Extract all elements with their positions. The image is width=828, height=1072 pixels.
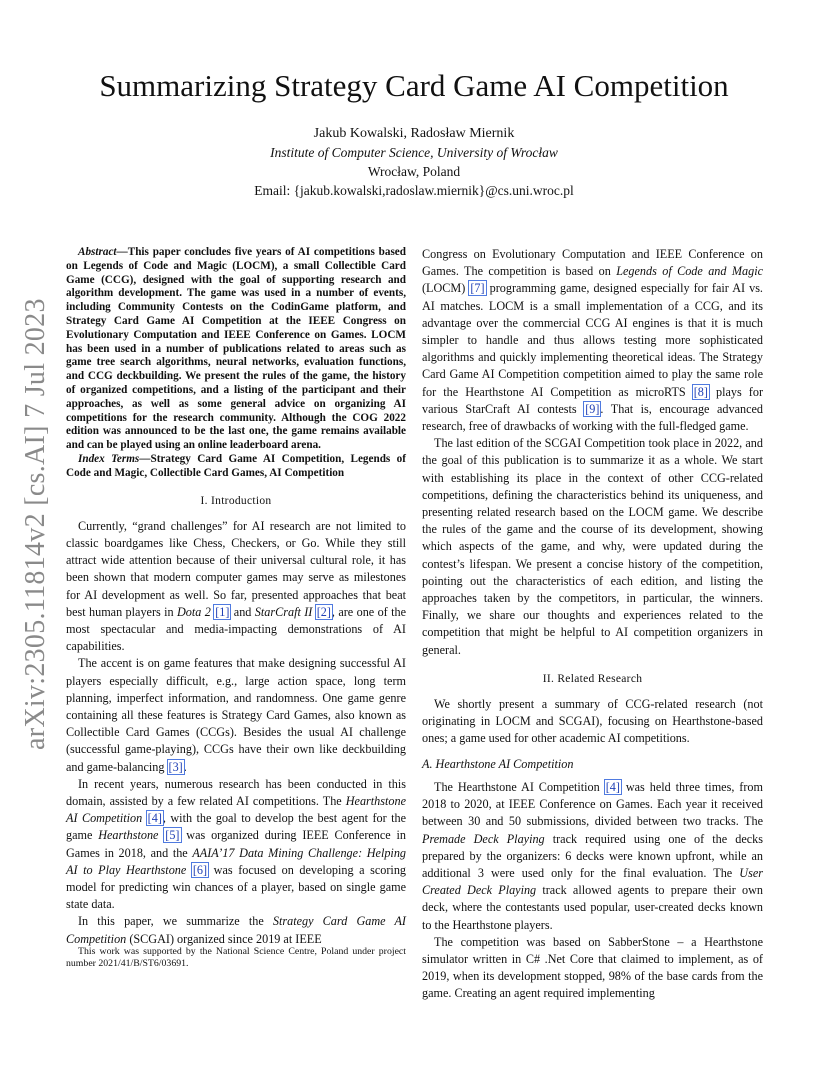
citation-link[interactable]: [6] [192, 862, 208, 877]
footnote [66, 946, 406, 971]
citation-link[interactable]: [3] [168, 759, 183, 774]
paragraph: Currently, “grand challenges” for AI research are not limited to classic boardgames like Chess, Checkers, or Go. While they still attract wide attention because of their universal cultural role, it has been shown that modern computer games may serve as milestones for AI development as well. So far, presented approaches that beat best human players in Dota 2 [1] and StarCraft II [2], are one of the most spectacular and media-impacting demonstrations of AI capabilities. [66, 518, 406, 654]
citation-link[interactable]: [7] [470, 281, 485, 296]
paragraph: In recent years, numerous research has been conducted in this domain, assisted by a few related AI competitions. The Hearthstone AI Competition [4], with the goal to develop the best agent for the game Hearthstone [5] was organized during IEEE Conference in Games in 2018, and the AAIA’17 Data Mining Challenge: Helping AI to Play Hearthstone [6] was focused on developing a scoring model for predicting win chances of a player, based on single game state data. [66, 776, 407, 912]
citation-link[interactable]: [2] [316, 604, 331, 619]
paragraph: The competition was based on SabberStone – a Hearthstone simulator written in C# .Net Core that claimed to implement, as of 2019, when its development stopped, 98% of the base cards from the game. Creating an agent required implementing [422, 934, 763, 1001]
author-institution: Institute of Computer Science, University of Wrocław [270, 145, 558, 160]
arxiv-stamp [8, 298, 52, 750]
paragraph: In this paper, we summarize the Strategy Card Game AI Competition (SCGAI) organized since 2019 at IEEE [66, 914, 406, 946]
index-terms-label: Index Terms [78, 452, 140, 465]
subsection-heading-hearthstone: A. Hearthstone AI Competition [422, 756, 574, 771]
author-email: Email: {jakub.kowalski,radoslaw.miernik}@cs.uni.wroc.pl [254, 183, 574, 198]
footnote-text: This work was supported by the National Science Centre, Poland under project number 2021/41/B/ST6/03691. [66, 946, 406, 970]
author-city: Wrocław, Poland [367, 164, 461, 179]
paragraph: We shortly present a summary of CCG-related research (not originating in LOCM and SCGAI), focusing on Hearthstone-based ones; a game used for other academic AI competitions. [422, 697, 763, 746]
paper-title: Summarizing Strategy Card Game AI Competition [99, 68, 729, 103]
citation-link[interactable]: [1] [215, 604, 230, 619]
index-terms [66, 453, 406, 481]
section-heading-introduction: I. Introduction [200, 494, 272, 507]
citation-link[interactable]: [8] [693, 384, 708, 399]
paragraph: Congress on Evolutionary Computation and IEEE Conference on Games. The competition is based on Legends of Code and Magic (LOCM) [7] programming game, designed especially for fair AI vs. AI matches. LOCM is a small implementation of a CCG, and its advantage over the commercial CCG AI engines is that it is much simpler to handle and thus allows testing more sophisticated algorithms and quickly implementing theoretical ideas. The Strategy Card Game AI Competition competition aimed to play the same role for the Hearthstone AI Competition as microRTS [8] plays for various StarCraft AI contests [9]. That is, encourage advanced research, free of drawbacks of working with the full-fledged game. [422, 247, 764, 434]
section-heading-related-research: II. Related Research [542, 672, 643, 685]
paragraph: The Hearthstone AI Competition [4] was held three times, from 2018 to 2020, at IEEE Conference on Games. Each year it received between 30 and 50 submissions, divided between two tracks. The Premade Deck Playing track required using one of the decks prepared by the organizers: 6 decks were known upfront, while an additional 3 were used only for the final evaluation. The User Created Deck Playing track allowed agents to prepare their own deck, where the contestants used popular, user-created decks known to the Hearthstone players. [422, 779, 763, 932]
citation-link[interactable]: [4] [147, 811, 162, 826]
paragraph: The last edition of the SCGAI Competition took place in 2022, and the goal of this publication is to summarize it as a whole. We start with establishing its place in the context of other CCG-related competitions, defining the characteristics behind its uniqueness, and presenting related research based on the LOCM game. We describe the rules of the game and the course of its development, showing which aspects of the game, and why, were updated during the contest’s lifespan. We present a concise history of the competition, pointing out the characteristics of each edition, and listing the approaches taken by the competitors, in particular, the winners. Finally, we share our thoughts and experiences related to the competition that might be helpful to AI competition organizers in general. [422, 436, 763, 657]
citation-link[interactable]: [9] [585, 401, 600, 416]
index-terms-text: —Strategy Card Game AI Competition, Legends of Code and Magic, Collectible Card Games, AI Competition [66, 452, 406, 479]
arxiv-stamp-text: arXiv:2305.11814v2 [cs.AI] 7 Jul 2023 [20, 298, 51, 750]
abstract-text: —This paper concludes five years of AI competitions based on Legends of Code and Magic (LOCM), a small Collectible Card Game (CCG), designed with the goal of supporting research and algorithm development. The game was used in a number of events, including Community Contests on the CodinGame platform, and Strategy Card Game AI Competition at the IEEE Congress on Evolutionary Computation and IEEE Conference on Games. LOCM has been used in a number of publications related to areas such as game tree search algorithms, neural networks, evaluation functions, and CCG deckbuilding. We present the rules of the game, the history of organized competitions, and a listing of the participant and their approaches, as well as some general advice on organizing AI competitions for the research community. Although the COG 2022 edition was announced to be the last one, the game remains available and can be played using an online leaderboard arena. [66, 246, 406, 452]
abstract [66, 246, 406, 453]
paragraph: The accent is on game features that make designing successful AI players especially difficult, e.g., large action space, long term planning, imperfect information, and randomness. One game genre containing all these features is Strategy Card Games, also known as Collectible Card Games (CCGs). Besides the usual AI challenge (successful game-playing), CCGs have their own like deckbuilding and game-balancing [3]. [66, 656, 406, 774]
author-names: Jakub Kowalski, Radosław Miernik [313, 126, 515, 141]
abstract-label: Abstract [78, 246, 117, 258]
citation-link[interactable]: [5] [165, 828, 180, 843]
left-column [66, 246, 406, 948]
right-column [422, 246, 763, 1003]
citation-link[interactable]: [4] [605, 779, 620, 794]
author-block [40, 124, 788, 200]
